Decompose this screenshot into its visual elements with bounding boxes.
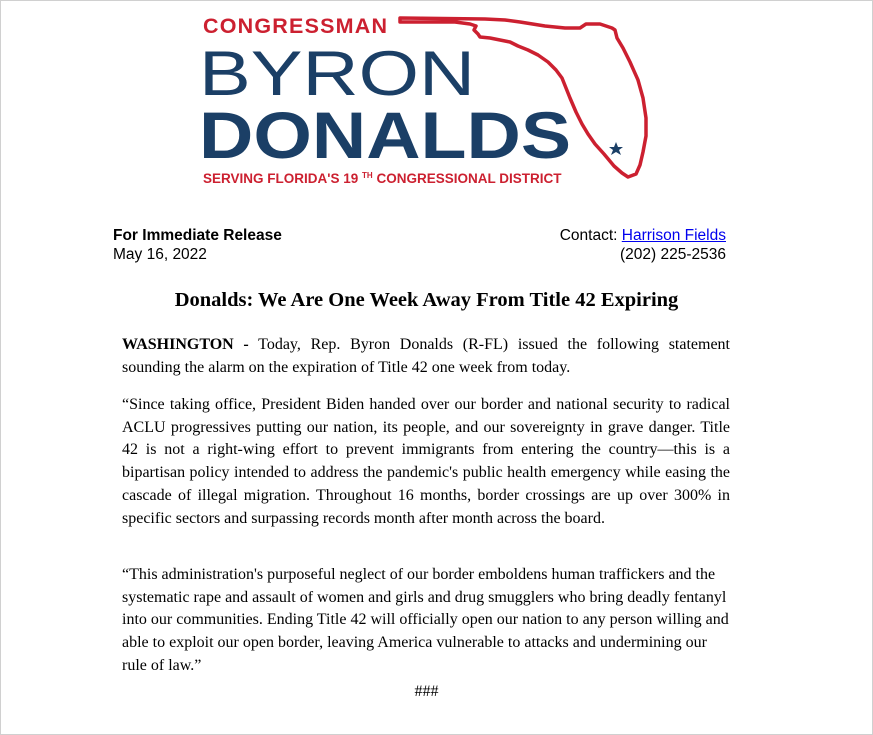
letterhead-logo — [0, 0, 873, 200]
tagline-post: CONGRESSIONAL DISTRICT — [376, 171, 562, 186]
end-mark: ### — [414, 683, 439, 700]
contact-block — [560, 226, 726, 264]
quote-paragraph-2: “This administration's purposeful neglect of our border emboldens human traffickers and the systematic rape and assault of women and girls and drug smugglers who bring deadly fentanyl into our communities. Ending Title 42 will officially open our nation to any person willing and able to exploit our open border, leaving America vulnerable to attacks and undermining our rule of law.” — [122, 566, 729, 674]
dateline: WASHINGTON - — [122, 336, 249, 353]
release-label: For Immediate Release — [113, 227, 282, 244]
contact-phone: (202) 225-2536 — [620, 246, 726, 263]
star-icon — [609, 142, 623, 155]
intro-paragraph — [122, 334, 730, 379]
headline: Donalds: We Are One Week Away From Title 42 Expiring — [174, 289, 679, 311]
intro-text: Today, Rep. Byron Donalds (R-FL) issued the following statement sounding the alarm on the expiration of Title 42 one week from today. — [122, 336, 731, 376]
first-name: BYRON — [199, 39, 475, 109]
contact-label: Contact: — [559, 227, 622, 244]
last-name: DONALDS — [199, 98, 571, 172]
release-date: May 16, 2022 — [113, 246, 207, 263]
tagline-sup: TH — [362, 171, 373, 180]
release-block — [113, 226, 282, 264]
contact-name-link[interactable]: Harrison Fields — [621, 227, 726, 244]
congressman-label: CONGRESSMAN — [203, 14, 389, 38]
tagline-pre: SERVING FLORIDA'S 19 — [203, 171, 359, 186]
quote-paragraph-1: “Since taking office, President Biden handed over our border and national security to radical ACLU progressives putting our nation, its people, and our sovereignty in grave danger. Title 42 is not a right-wing effort to prevent immigrants from entering the country—this is a bipartisan policy intended to address the pandemic's public health emergency while easing the cascade of illegal migration. Throughout 16 months, border crossings are up over 300% in specific sectors and surpassing records month after month across the board. — [122, 396, 730, 527]
